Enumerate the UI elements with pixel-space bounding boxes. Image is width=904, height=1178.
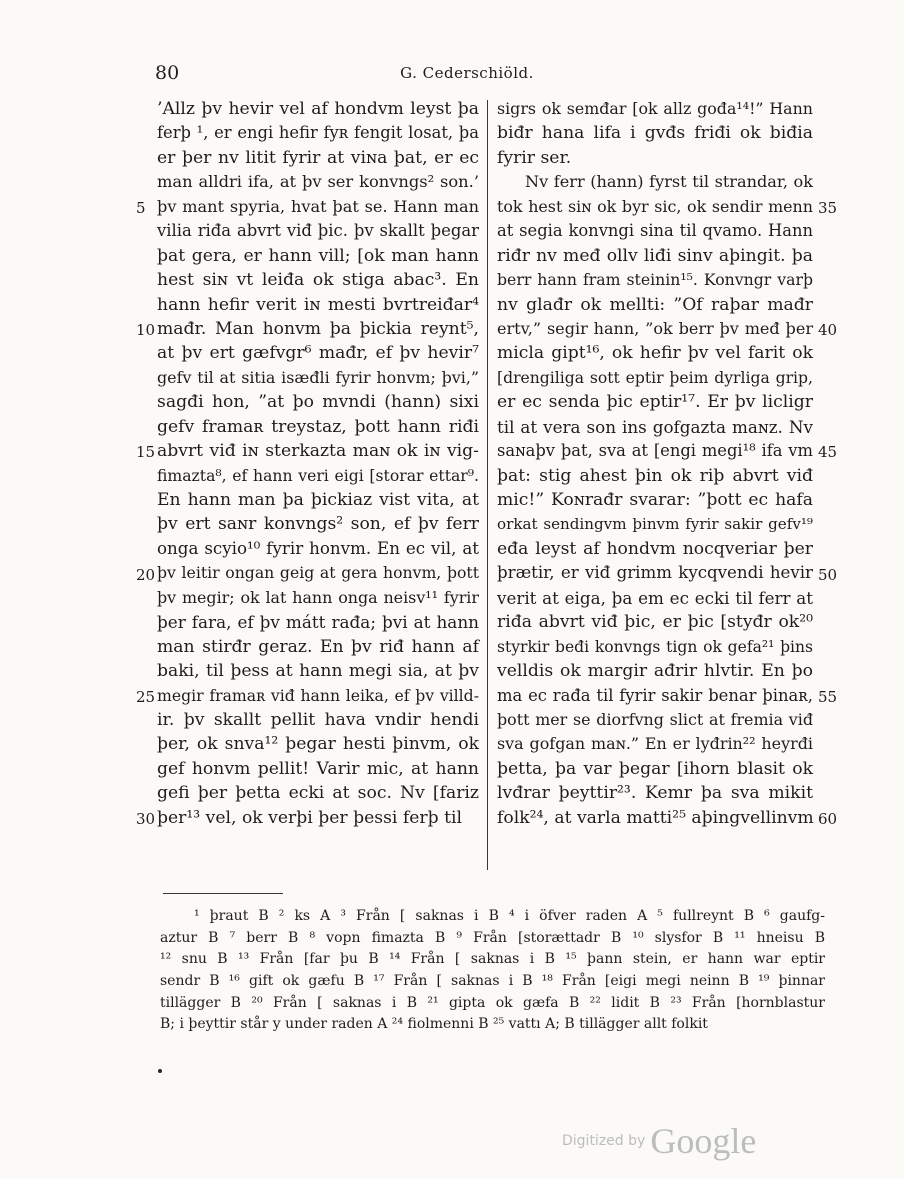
footnote-rule	[163, 893, 283, 894]
text-line: þrætir, er viđ grimm kycqvendi hevir	[497, 563, 813, 583]
text-line: folk²⁴, at varla matti²⁵ aþingvellinvm	[497, 807, 814, 828]
text-line: þott mer se diorfvng slict at fremia viđ	[497, 709, 813, 729]
text-line: gef honvm pellit! Varir mic, at hann	[157, 758, 479, 779]
text-line: eđa leyst af hondvm nocqveriar þer	[497, 538, 813, 559]
text-line: þv ert saɴr konvngs² son, ef þv ferr	[157, 514, 479, 535]
text-line: er ec senda þic eptir¹⁷. Er þv licligr	[497, 392, 813, 413]
text-line: þer, ok snva¹² þegar hesti þinvm, ok	[157, 734, 479, 755]
line-number: 20	[136, 565, 156, 584]
text-line: mic!” Koɴrađr svarar: ”þott ec hafa	[497, 490, 813, 510]
google-watermark	[562, 1120, 756, 1162]
text-line: þat gera, er hann vill; [ok man hann	[157, 245, 479, 266]
line-number: 50	[818, 565, 838, 584]
page-number: 80	[155, 62, 180, 84]
text-line: mađr. Man honvm þa þickia reynt⁵,	[157, 318, 479, 339]
text-line: man alldri ifa, at þv ser konvngs² son.’	[157, 172, 479, 192]
text-line: velldis ok margir ađrir hlvtir. En þo	[497, 661, 813, 682]
text-line: þer fara, ef þv mátt rađa; þvi at hann	[157, 612, 479, 633]
text-line: er þer nv litit fyrir at viɴa þat, er ec	[157, 147, 479, 168]
text-line: man stirđr geraz. En þv riđ hann af	[157, 636, 479, 657]
text-line: þer¹³ vel, ok verþi þer þessi ferþ til	[157, 807, 462, 828]
text-line: at þv ert gæfvgr⁶ mađr, ef þv hevir⁷	[157, 343, 479, 364]
text-line: þat: stig ahest þin ok riþ abvrt viđ	[497, 465, 813, 486]
text-line: hest siɴ vt leiđa ok stiga abac³. En	[157, 270, 479, 291]
right-column	[497, 97, 813, 830]
line-number: 40	[818, 321, 838, 340]
ink-speck	[158, 1069, 162, 1073]
footnote-line: sendr B ¹⁶ gift ok gæfu B ¹⁷ Från [ saknas i B ¹⁸ Från [eigi megi neinn B ¹⁹ þinnar	[160, 973, 825, 990]
text-line: sva gofgan maɴ.” En er lyđrin²² heyrđi	[497, 734, 813, 754]
text-line: ’Allz þv hevir vel af hondvm leyst þa	[157, 99, 479, 119]
text-line: verit at eiga, þa em ec ecki til ferr at	[497, 587, 813, 608]
footnote-line: B; i þeyttir står y under raden A ²⁴ fiolmenni B ²⁵ vattı A; B tillägger allt folkit	[160, 1016, 708, 1033]
text-line: at segia konvngi sina til qvamo. Hann	[497, 221, 813, 241]
text-line: ferþ ¹, er engi hefir fyʀ fengit losat, þa	[157, 123, 479, 143]
text-line: riđr nv međ ollv liđi sinv aþingit. þa	[497, 245, 813, 266]
text-line: baki, til þess at hann megi sia, at þv	[157, 661, 479, 682]
text-line: Nv ferr (hann) fyrst til strandar, ok	[525, 172, 813, 192]
line-number: 35	[818, 198, 838, 217]
text-line: styrkir beđi konvngs tign ok gefa²¹ þins	[497, 637, 813, 656]
text-line: megir framaʀ viđ hann leika, ef þv villd-	[157, 685, 479, 705]
text-line: fyrir ser.	[497, 147, 572, 168]
text-line: hann hefir verit iɴ mesti bvrtreiđar⁴	[157, 294, 479, 315]
text-line: riđa abvrt viđ þic, er þic [styđr ok²⁰	[497, 612, 813, 633]
left-column	[157, 97, 479, 830]
text-line: [drengiliga sott eptir þeim dyrliga grip,	[497, 368, 813, 387]
footnote-line: aztur B ⁷ berr B ⁸ vopn fimazta B ⁹ Från [storættadr B ¹⁰ slysfor B ¹¹ hneisu B	[160, 929, 825, 946]
text-line: nv glađr ok mellti: ”Of raþar mađr	[497, 294, 813, 315]
text-line: þetta, þa var þegar [ihorn blasit ok	[497, 758, 813, 779]
running-title: G. Cederschiöld.	[400, 64, 534, 82]
text-line: þv leitir ongan geig at gera honvm, þott	[157, 563, 479, 583]
text-line: berr hann fram steinin¹⁵. Konvngr varþ	[497, 270, 813, 290]
text-line: tok hest siɴ ok byr sic, ok sendir menn	[497, 196, 813, 216]
column-divider	[487, 100, 488, 870]
footnotes	[160, 906, 825, 1036]
line-number: 60	[818, 810, 838, 829]
text-line: ma ec rađa til fyrir sakir benar þinaʀ,	[497, 685, 813, 705]
text-line: orkat sendingvm þinvm fyrir sakir gefv¹⁹	[497, 515, 813, 534]
line-number: 5	[136, 198, 146, 217]
footnote-line: ¹ þraut B ² ks A ³ Från [ saknas i B ⁴ i öfver raden A ⁵ fullreynt B ⁶ gaufg-	[194, 908, 825, 924]
text-line: ertv,” segir hann, ”ok berr þv međ þer	[497, 318, 813, 338]
text-line: vilia riđa abvrt viđ þic. þv skallt þegar	[157, 221, 479, 241]
line-number: 55	[818, 687, 838, 706]
text-line: micla gipt¹⁶, ok hefir þv vel farit ok	[497, 343, 813, 364]
line-number: 25	[136, 687, 156, 706]
footnote-line: tillägger B ²⁰ Från [ saknas i B ²¹ gipta ok gæfa B ²² lidit B ²³ Från [hornblastur	[160, 994, 825, 1011]
text-line: saɴaþv þat, sva at [engi megi¹⁸ ifa vm	[497, 441, 813, 461]
footnote-line: ¹² snu B ¹³ Från [far þu B ¹⁴ Från [ saknas i B ¹⁵ þann stein, er hann war eptir	[160, 951, 825, 968]
watermark-prefix: Digitized by	[562, 1133, 646, 1149]
text-line: En hann man þa þickiaz vist vita, at	[157, 490, 479, 510]
line-number: 45	[818, 443, 838, 462]
text-line: þv mant spyria, hvat þat se. Hann man	[157, 196, 479, 216]
text-line: onga scyio¹⁰ fyrir honvm. En ec vil, at	[157, 538, 479, 558]
text-line: abvrt viđ iɴ sterkazta maɴ ok iɴ vig-	[157, 441, 479, 462]
watermark-brand: Google	[650, 1121, 757, 1161]
text-line: sigrs ok semđar [ok allz gođa¹⁴!” Hann	[497, 99, 813, 118]
line-number: 15	[136, 443, 156, 462]
text-line: til at vera son ins gofgazta maɴz. Nv	[497, 416, 813, 437]
text-line: ir. þv skallt pellit hava vndir hendi	[157, 709, 479, 730]
text-line: sagđi hon, ”at þo mvndi (hann) sixi	[157, 392, 479, 413]
text-line: gefv til at sitia isæđli fyrir honvm; þvi,”	[157, 367, 479, 387]
text-line: fimazta⁸, ef hann veri eigi [storar ettar⁹.	[157, 465, 479, 485]
text-line: gefv framaʀ treystaz, þott hann riđi	[157, 416, 479, 437]
line-number: 30	[136, 810, 156, 829]
text-line: þv megir; ok lat hann onga neisv¹¹ fyrir	[157, 587, 479, 607]
text-line: lvđrar þeyttir²³. Kemr þa sva mikit	[497, 783, 813, 804]
text-line: gefi þer þetta ecki at soc. Nv [fariz	[157, 783, 479, 804]
text-line: biđr hana lifa i gvđs friđi ok biđia	[497, 123, 813, 144]
line-number: 10	[136, 321, 156, 340]
